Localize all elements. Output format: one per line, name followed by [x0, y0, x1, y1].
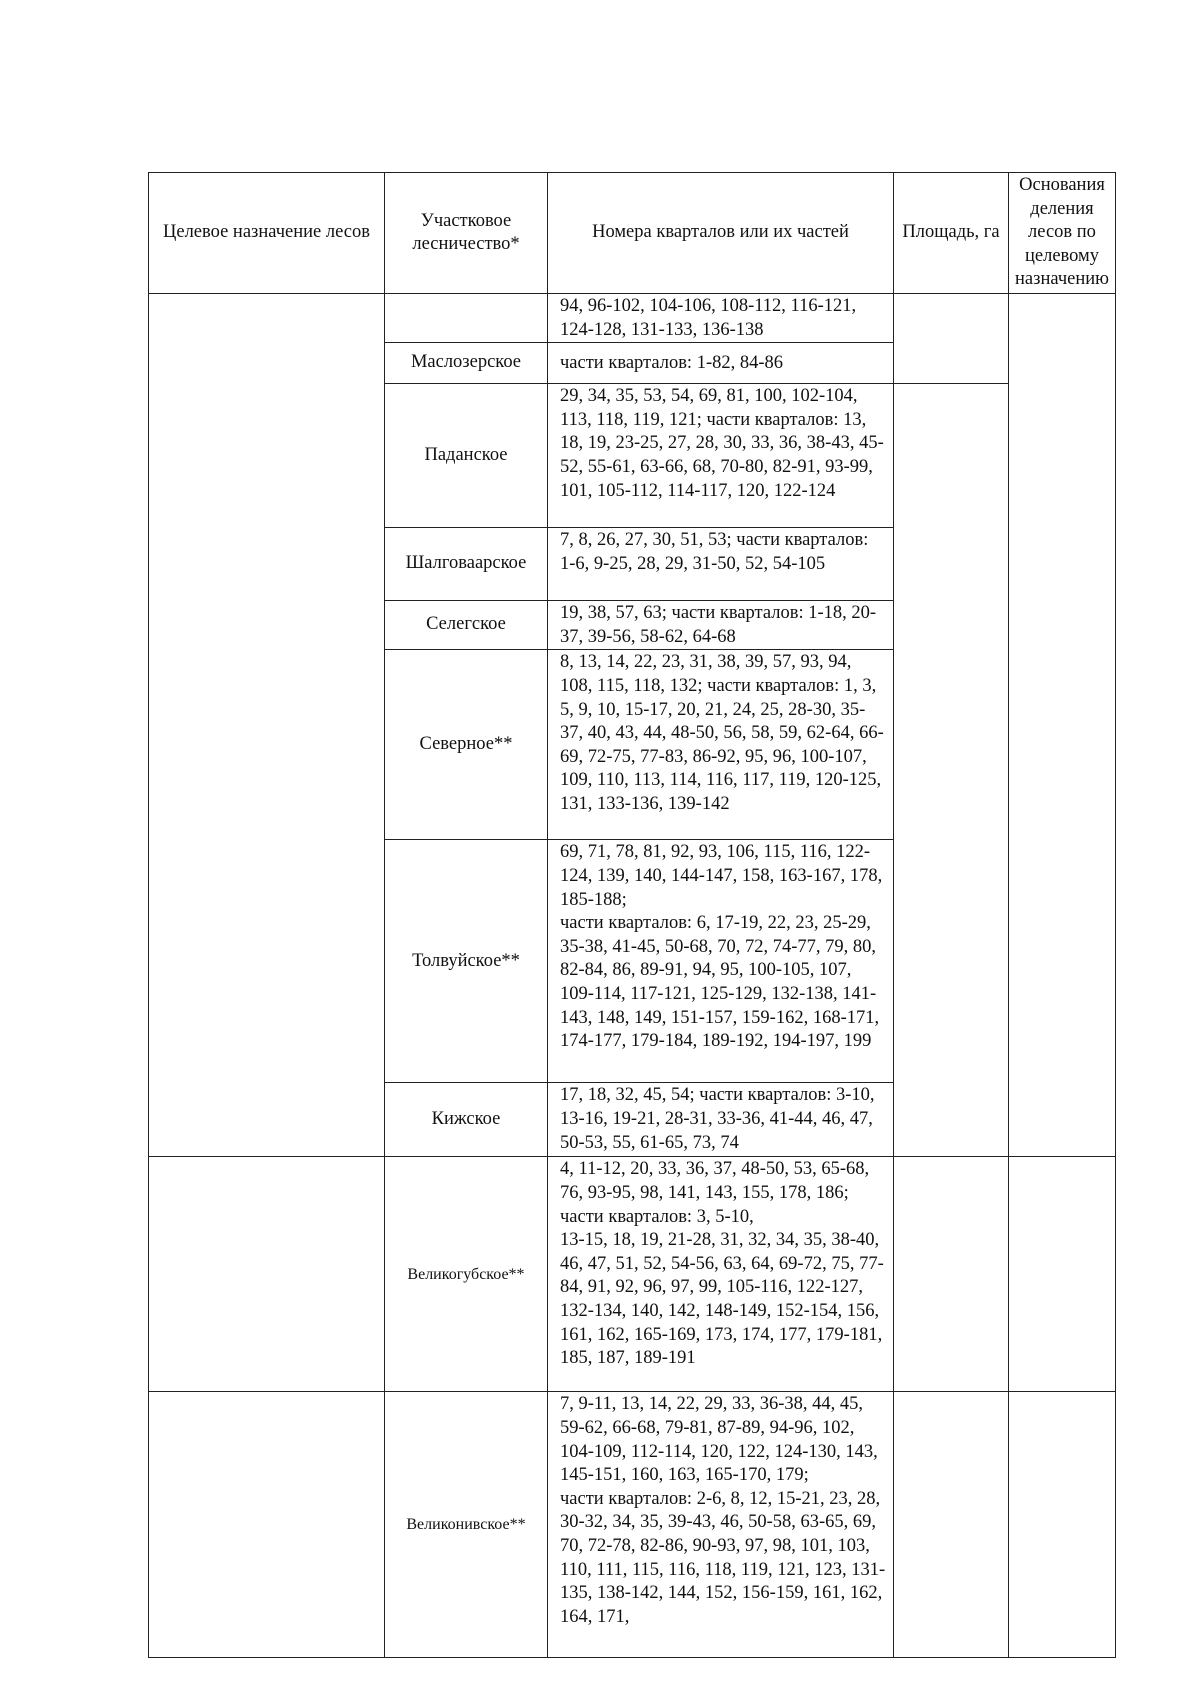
purpose-cell [149, 294, 385, 1157]
kvartaly-cell: части кварталов: 1-82, 84-86 [548, 343, 894, 384]
header-kvartaly: Номера кварталов или их частей [548, 173, 894, 294]
table-row [149, 1392, 1116, 1658]
area-cell [894, 1392, 1009, 1658]
table-header-row [149, 173, 1116, 294]
header-purpose: Целевое назначение лесов [149, 173, 385, 294]
header-basis: Основания деления лесов по целевому назначению [1009, 173, 1116, 294]
lesnichestvo-cell: Шалговаарское [385, 528, 548, 601]
kvartaly-cell: 69, 71, 78, 81, 92, 93, 106, 115, 116, 122-124, 139, 140, 144-147, 158, 163-167, 178, 185-188; части кварталов: 6, 17-19, 22, 23, 25-29, 35-38, 41-45, 50-68, 70, 72, 74-77, 79, 80, 82-84, 86, 89-91, 94, 95, 100-105, 107, 109-114, 117-121, 125-129, 132-138, 141-143, 148, 149, 151-157, 159-162, 168-171, 174-177, 179-184, 189-192, 194-197, 199 [548, 840, 894, 1083]
lesnichestvo-cell: Маслозерское [385, 343, 548, 384]
area-cell [894, 384, 1009, 1157]
header-area: Площадь, га [894, 173, 1009, 294]
table-row [149, 1157, 1116, 1392]
basis-cell [1009, 294, 1116, 1157]
forest-division-table [148, 172, 1116, 1658]
basis-cell [1009, 1392, 1116, 1658]
lesnichestvo-cell [385, 294, 548, 343]
lesnichestvo-cell: Селегское [385, 601, 548, 650]
lesnichestvo-cell: Толвуйское** [385, 840, 548, 1083]
header-lesnichestvo: Участковое лесничество* [385, 173, 548, 294]
kvartaly-cell: 29, 34, 35, 53, 54, 69, 81, 100, 102-104, 113, 118, 119, 121; части кварталов: 13, 18, 19, 23-25, 27, 28, 30, 33, 36, 38-43, 45-52, 55-61, 63-66, 68, 70-80, 82-91, 93-99, 101, 105-112, 114-117, 120, 122-124 [548, 384, 894, 528]
kvartaly-cell: 7, 8, 26, 27, 30, 51, 53; части кварталов: 1-6, 9-25, 28, 29, 31-50, 52, 54-105 [548, 528, 894, 601]
kvartaly-cell: 17, 18, 32, 45, 54; части кварталов: 3-10, 13-16, 19-21, 28-31, 33-36, 41-44, 46, 47, 50-53, 55, 61-65, 73, 74 [548, 1083, 894, 1157]
area-cell [894, 294, 1009, 384]
kvartaly-cell: 4, 11-12, 20, 33, 36, 37, 48-50, 53, 65-68, 76, 93-95, 98, 141, 143, 155, 178, 186; части кварталов: 3, 5-10, 13-15, 18, 19, 21-28, 31, 32, 34, 35, 38-40, 46, 47, 51, 52, 54-56, 63, 64, 69-72, 75, 77-84, 91, 92, 96, 97, 99, 105-116, 122-127, 132-134, 140, 142, 148-149, 152-154, 156, 161, 162, 165-169, 173, 174, 177, 179-181, 185, 187, 189-191 [548, 1157, 894, 1392]
kvartaly-cell: 7, 9-11, 13, 14, 22, 29, 33, 36-38, 44, 45, 59-62, 66-68, 79-81, 87-89, 94-96, 102, 104-109, 112-114, 120, 122, 124-130, 143, 145-151, 160, 163, 165-170, 179; части кварталов: 2-6, 8, 12, 15-21, 23, 28, 30-32, 34, 35, 39-43, 46, 50-58, 63-65, 69, 70, 72-78, 82-86, 90-93, 97, 98, 101, 103, 110, 111, 115, 116, 118, 119, 121, 123, 131-135, 138-142, 144, 152, 156-159, 161, 162, 164, 171, [548, 1392, 894, 1658]
basis-cell [1009, 1157, 1116, 1392]
lesnichestvo-cell: Великонивское** [385, 1392, 548, 1658]
lesnichestvo-cell: Паданское [385, 384, 548, 528]
purpose-cell [149, 1157, 385, 1392]
purpose-cell [149, 1392, 385, 1658]
area-cell [894, 1157, 1009, 1392]
kvartaly-cell: 8, 13, 14, 22, 23, 31, 38, 39, 57, 93, 94, 108, 115, 118, 132; части кварталов: 1, 3, 5, 9, 10, 15-17, 20, 21, 24, 25, 28-30, 35-37, 40, 43, 44, 48-50, 56, 58, 59, 62-64, 66-69, 72-75, 77-83, 86-92, 95, 96, 100-107, 109, 110, 113, 114, 116, 117, 119, 120-125, 131, 133-136, 139-142 [548, 650, 894, 840]
table-row [149, 294, 1116, 343]
lesnichestvo-cell: Северное** [385, 650, 548, 840]
kvartaly-cell: 19, 38, 57, 63; части кварталов: 1-18, 20-37, 39-56, 58-62, 64-68 [548, 601, 894, 650]
lesnichestvo-cell: Великогубское** [385, 1157, 548, 1392]
lesnichestvo-cell: Кижское [385, 1083, 548, 1157]
kvartaly-cell: 94, 96-102, 104-106, 108-112, 116-121, 124-128, 131-133, 136-138 [548, 294, 894, 343]
